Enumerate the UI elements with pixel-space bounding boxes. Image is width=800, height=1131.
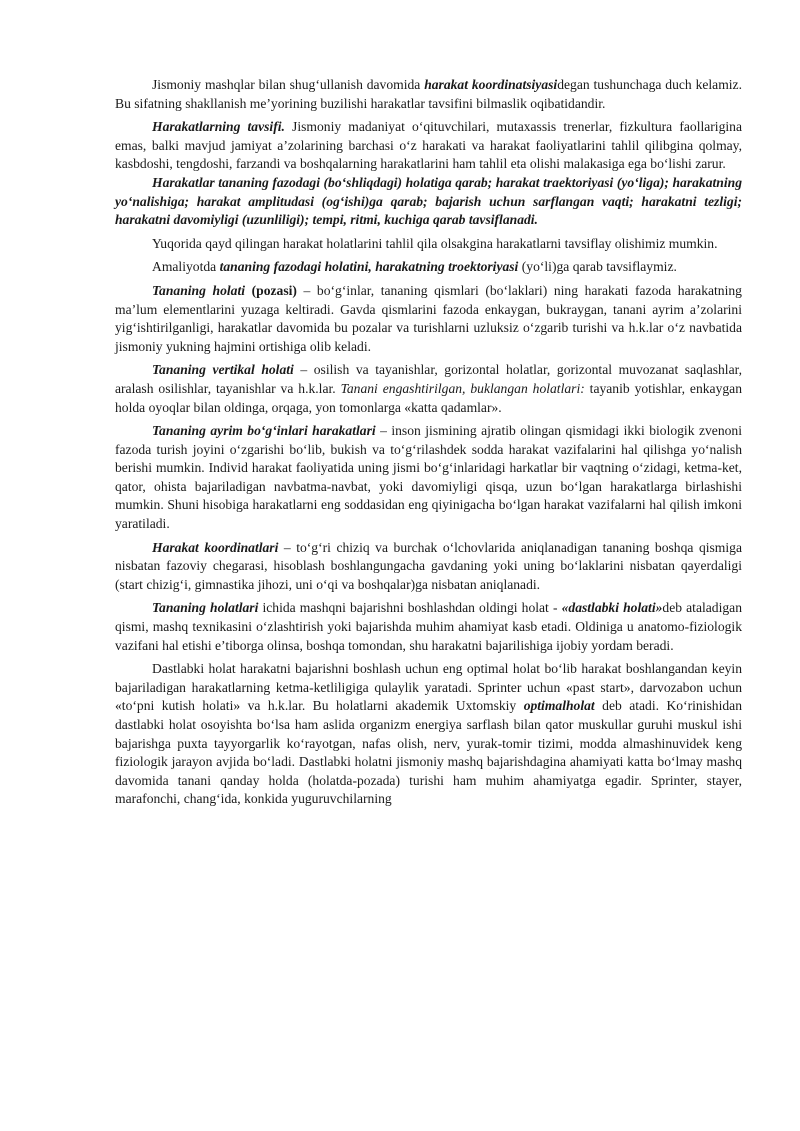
body-text: – inson jismining ajratib olingan qismidagi ikki biologik zvenoni fazoda turish joyini o‘zgarishi bo‘lib, bukish va to‘g‘rilashdek sodda harakat vazifalarini hal qilishga yo‘nalish berishi mumkin. Individ harakat faoliyatida uning jismi bo‘g‘inlaridagi harkatlar bir vaqtning o‘zidagi, ketma-ket, qator, ohista bajariladigan navbatma-navbat, yoki davomiyligi qisqa, uzun bo‘lgan harakatlarga birlashishi mumkin. Shuni hisobiga harakatlarni eng soddasidan eng qiyinigacha bo‘lgan harakat vazifalarni hal qilish imkoni yaratiladi. [115, 423, 743, 532]
emphasis-text: (pozasi) [251, 282, 297, 298]
body-text: Dastlabki holat harakatni bajarishni boshlash uchun eng optimal holat bo‘lib harakat boshlangandan keyin bajariladigan harakatlarning ketma-ketliligiga qulaylik yaratadi. Sprinter uchun «past start», darvozabon uchun «to‘pni kutish holati» va h.k.lar. Bu holatlarni akademik Uxtomskiy [115, 661, 742, 714]
paragraph-vertical-position [115, 361, 742, 417]
emphasis-text: Tananing vertikal holati [152, 362, 294, 378]
paragraph-movement-criteria [115, 174, 742, 230]
emphasis-text: Harakat koordinatlari [152, 539, 279, 555]
emphasis-text: «dastlabki holati» [561, 600, 663, 616]
body-text: – osilish va tayanishlar, gorizontal holatlar, gorizontal muvozanat saqlashlar, aralash osilishlar, tayanishlar va h.k.lar. [115, 362, 742, 396]
emphasis-text: Tanani engashtirilgan, buklangan holatlari: [340, 380, 585, 396]
paragraph-coordination-intro [115, 76, 742, 113]
body-text: Jismoniy madaniyat o‘qituvchilari, mutaxassis trenerlar, fizkultura faollarigina emas, balki mavjud jamiyat a’zolarining barchasi o‘z harakati va harakat faoliyatlarini tahlil qilibgina qolmay, kasbdoshi, tengdoshi, farzandi va boshqalarning harakatlarini ham tahlil eta olishi malakasiga ega bo‘lishi zarur. [115, 119, 742, 172]
paragraph-analysis-note [115, 235, 742, 254]
paragraph-movement-coordinates [115, 539, 742, 595]
body-text: Amaliyotda [152, 259, 220, 275]
emphasis-text: Tananing holatlari [152, 600, 259, 616]
emphasis-text: Harakatlarning tavsifi. [152, 119, 285, 135]
emphasis-text: Harakatlar tananing fazodagi (bo‘shliqdagi) holatiga qarab; harakat traektoriyasi (yo‘liga); harakatning yo‘nalishiga; harakat amplitudasi (og‘ishi)ga qarab; bajarish uchun sarflangan vaqti; harakatni tezligi; harakatni davomiyligi (uzunliligi); tempi, ritmi, kuchiga qarab tavsiflanadi. [115, 174, 742, 228]
document-page [115, 76, 742, 814]
paragraph-segment-movements [115, 422, 742, 534]
body-text: deb ataladigan qismi, mashq texnikasini o‘zlashtirish yoki bajarishda muhim ahamiyat kasb etadi. Oldiniga u anatomo-fiziologik vazifani hal etishi e’tiborga olinsa, boshqa tomondan, shu harakatni bajarilishiga ijobiy yordam beradi. [115, 600, 742, 653]
paragraph-optimal-position [115, 660, 742, 809]
emphasis-text: Tananing holati [152, 282, 245, 298]
paragraph-body-position [115, 282, 742, 356]
body-text [245, 283, 252, 298]
emphasis-text: Tananing ayrim bo‘g‘inlari harakatlari [152, 423, 376, 439]
body-text: degan tushunchaga duch kelamiz. Bu sifatning shakllanish me’yorining buzilishi harakatlar tavsifini bilmaslik oqibatidandir. [115, 77, 742, 111]
emphasis-text: optimalholat [523, 698, 595, 714]
body-text: – to‘g‘ri chiziq va burchak o‘lchovlarida aniqlanadigan tananing boshqa qismiga nisbatan fazoviy chegarasi, hisoblash boshlangungacha gavdaning yoki uning bo‘laklarini nisbatan qayerdaligi (start chizig‘i, gimnastika jihozi, uni o‘qi va boshqalar)ga nisbatan aniqlanadi. [115, 539, 742, 592]
body-text: (yo‘li)ga qarab tavsiflaymiz. [518, 259, 677, 275]
body-text: Jismoniy mashqlar bilan shug‘ullanish davomida [152, 77, 425, 92]
body-text: – bo‘g‘inlar, tananing qismlari (bo‘laklari) ning harakati fazoda harakatning ma’lum elementlarini yuzaga keltiradi. Gavda qismlarini fazoda enkaygan, bukraygan, tanani ayrim a’zolarini yig‘ishtirilganligi, harakatlar davomida bu pozalar va turishlarni uzluksiz o‘zgarib turishi va h.k.lar o‘z navbatida jismoniy yukning hajmini ortishiga olib keladi. [115, 282, 742, 354]
emphasis-text: tananing fazodagi holatini, harakatning troektoriyasi [219, 259, 519, 275]
paragraph-initial-position [115, 599, 742, 655]
body-text: tayanib yotishlar, enkaygan holda oyoqlar bilan oldinga, orqaga, yon tomonlarga «katta qadamlar». [115, 380, 743, 415]
body-text: deb atadi. Ko‘rinishidan dastlabki holat osoyishta bo‘lsa ham aslida organizm energiya sarflash bilan qator muskullar guruhi muskul ishi bajarishga puxta tayyorgarlik ko‘rayotgan, nafas olish, nerv, yurak-tomir tizimi, modda almashinuvidek keng fiziologik jarayon avjida bo‘ladi. Dastlabki holatni jismoniy mashq bajarishdagina ahamiyati katta bo‘lmay mashq davomida tanani qanday holda (holatda-pozada) turishi ham muhim ahamiyatga egadir. Sprinter, stayer, marafonchi, chang‘ida, konkida yuguruvchilarning [115, 698, 742, 807]
emphasis-text: harakat koordinatsiyasi [424, 77, 558, 92]
paragraph-movement-description [115, 118, 742, 174]
paragraph-practice [115, 258, 742, 277]
body-text: Yuqorida qayd qilingan harakat holatlarini tahlil qila olsakgina harakatlarni tavsiflay olishimiz mumkin. [152, 235, 718, 251]
body-text: ichida mashqni bajarishni boshlashdan oldingi holat - [258, 600, 562, 616]
